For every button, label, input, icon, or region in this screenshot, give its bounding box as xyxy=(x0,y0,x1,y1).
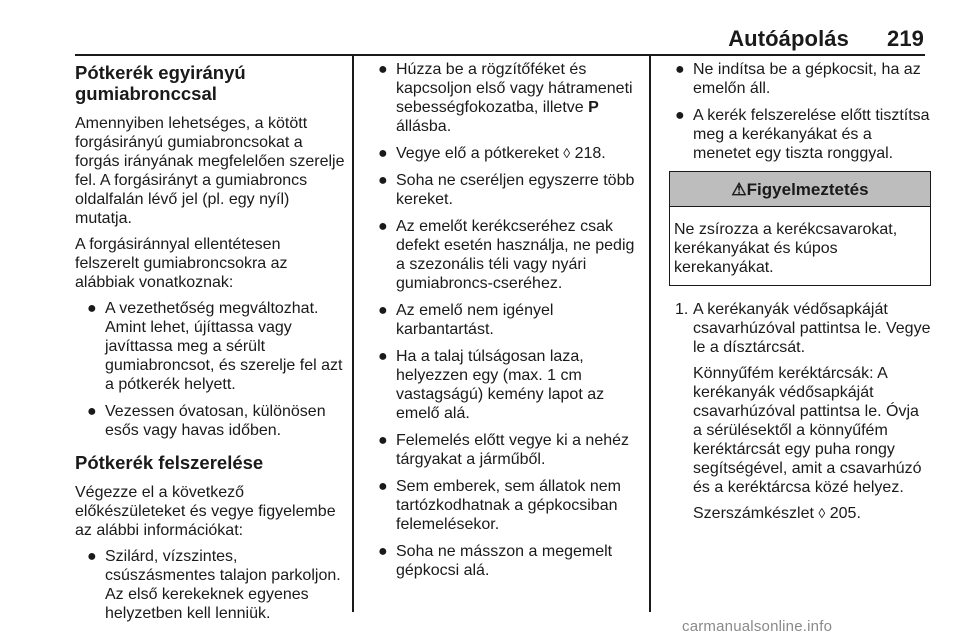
list-item: ● Felemelés előtt vegye ki a nehéz tárgyakat a járműből. xyxy=(378,432,630,468)
page-header xyxy=(728,26,924,52)
bullet-icon: ● xyxy=(378,543,388,560)
list-item: ● Az emelőt kerékcseréhez csak defekt esetén használja, ne pedig a szezonális téli vagy nyári gumiabroncs-cseréhez. xyxy=(378,218,635,292)
bullet-icon: ● xyxy=(87,300,97,317)
list-item: ● Ha a talaj túlságosan laza, helyezzen egy (max. 1 cm vastagságú) kemény lapot az emelő alá. xyxy=(378,348,605,422)
column-3 xyxy=(669,60,931,530)
warning-title: Figyelmeztetés xyxy=(746,180,869,199)
section-title: Autóápolás xyxy=(728,26,849,51)
bullet-icon: ● xyxy=(378,478,388,495)
list-item: ● Sem emberek, sem állatok nem tartózkodhatnak a gépkocsiban felemelésekor. xyxy=(378,478,621,533)
paragraph: A forgásiránnyal ellentétesen felszerelt gumiabroncsokra az alábbiak vonatkoznak: xyxy=(75,236,288,291)
bullet-icon: ● xyxy=(378,348,388,365)
step-note: Könnyűfém keréktárcsák: A kerékanyák védősapkáját csavarhúzóval pattintsa le. Óvja a sérülésektől a könnyűfém keréktárcsát egy puha rongy segítségével, amit a csavarhúzó és a keréktárcsa közé helyez. xyxy=(693,365,922,496)
heading-spare-wheel-directional: Pótkerék egyirányú gumiabronccsal xyxy=(75,62,246,104)
bullet-icon: ● xyxy=(87,403,97,420)
page-ref-arrow-icon: ◊ xyxy=(818,505,826,521)
bullet-list xyxy=(669,60,931,163)
page-ref-link[interactable]: 205. xyxy=(829,505,861,522)
list-item: ● Húzza be a rögzítőféket és kapcsoljon első vagy hátrameneti sebességfokozatba, illetve P állásba. xyxy=(378,61,633,135)
list-item: ● Az emelő nem igényel karbantartást. xyxy=(378,302,554,338)
column-1 xyxy=(75,60,345,632)
bullet-icon: ● xyxy=(378,302,388,319)
bullet-icon: ● xyxy=(378,61,388,78)
column-2 xyxy=(372,60,640,589)
step-number: 1. xyxy=(675,301,689,318)
numbered-list xyxy=(669,300,931,523)
list-item: ● Vezessen óvatosan, különösen esős vagy havas időben. xyxy=(87,403,326,439)
watermark: carmanualsonline.info xyxy=(682,618,833,635)
bullet-list xyxy=(372,60,640,580)
bullet-icon: ● xyxy=(378,218,388,235)
bullet-icon: ● xyxy=(378,432,388,449)
column-divider-1 xyxy=(352,56,354,612)
list-item: ● A vezethetőség megváltozhat. Amint lehet, újíttassa vagy javíttassa meg a sérült gumiabroncsot, és szerelje fel azt a pótkerék helyett. xyxy=(87,300,343,393)
list-item: ● Szilárd, vízszintes, csúszásmentes talajon parkoljon. Az első kerekeknek egyenes helyzetben kell lenniük. xyxy=(87,548,341,622)
bullet-icon: ● xyxy=(87,548,97,565)
warning-triangle-icon: ⚠ xyxy=(731,180,747,199)
list-item: ● A kerék felszerelése előtt tisztítsa meg a kerékanyákat és a menetet egy tiszta ronggyal. xyxy=(675,107,930,162)
list-item: 1. A kerékanyák védősapkáját csavarhúzóval pattintsa le. Vegye le a dísztárcsát. Könnyűfém keréktárcsák: A kerékanyák védősapkáját csavarhúzóval pattintsa le. Óvja a sérülésektől a könnyűfém keréktárcsát egy puha rongy segítségével, amit a csavarhúzó és a keréktárcsa közé helyez. Szerszámkészlet ◊ 205. xyxy=(675,301,931,522)
column-divider-2 xyxy=(649,56,651,612)
paragraph: Amennyiben lehetséges, a kötött forgásirányú gumiabroncsokat a forgás irányának megfelelően szerelje fel. A forgásirányt a gumiabroncs oldalfalán lévő jel (pl. egy nyíl) mutatja. xyxy=(75,115,345,227)
list-item: ● Ne indítsa be a gépkocsit, ha az emelőn áll. xyxy=(675,61,921,97)
page-ref-arrow-icon: ◊ xyxy=(563,145,571,161)
heading-spare-wheel-fitting: Pótkerék felszerelése xyxy=(75,452,264,473)
paragraph: Végezze el a következő előkészületeket és vegye figyelembe az alábbi információkat: xyxy=(75,484,336,539)
list-item: ● Soha ne cseréljen egyszerre több kereket. xyxy=(378,172,635,208)
list-item: ● Vegye elő a pótkereket ◊ 218. xyxy=(378,145,606,162)
step-reference: Szerszámkészlet ◊ 205. xyxy=(693,505,861,522)
warning-header xyxy=(670,172,930,207)
bullet-icon: ● xyxy=(378,145,388,162)
list-item: ● Soha ne másszon a megemelt gépkocsi alá. xyxy=(378,543,613,579)
warning-text: Ne zsírozza a kerékcsavarokat, kerékanyákat és kúpos kerekanyákat. xyxy=(674,221,898,276)
page-ref-link[interactable]: 218. xyxy=(574,145,606,162)
bullet-list xyxy=(75,299,345,440)
header-rule xyxy=(75,54,925,56)
page-number: 219 xyxy=(886,26,924,51)
bullet-list xyxy=(75,547,345,623)
bullet-icon: ● xyxy=(675,61,685,78)
bullet-icon: ● xyxy=(675,107,685,124)
bullet-icon: ● xyxy=(378,172,388,189)
warning-box xyxy=(669,171,931,286)
